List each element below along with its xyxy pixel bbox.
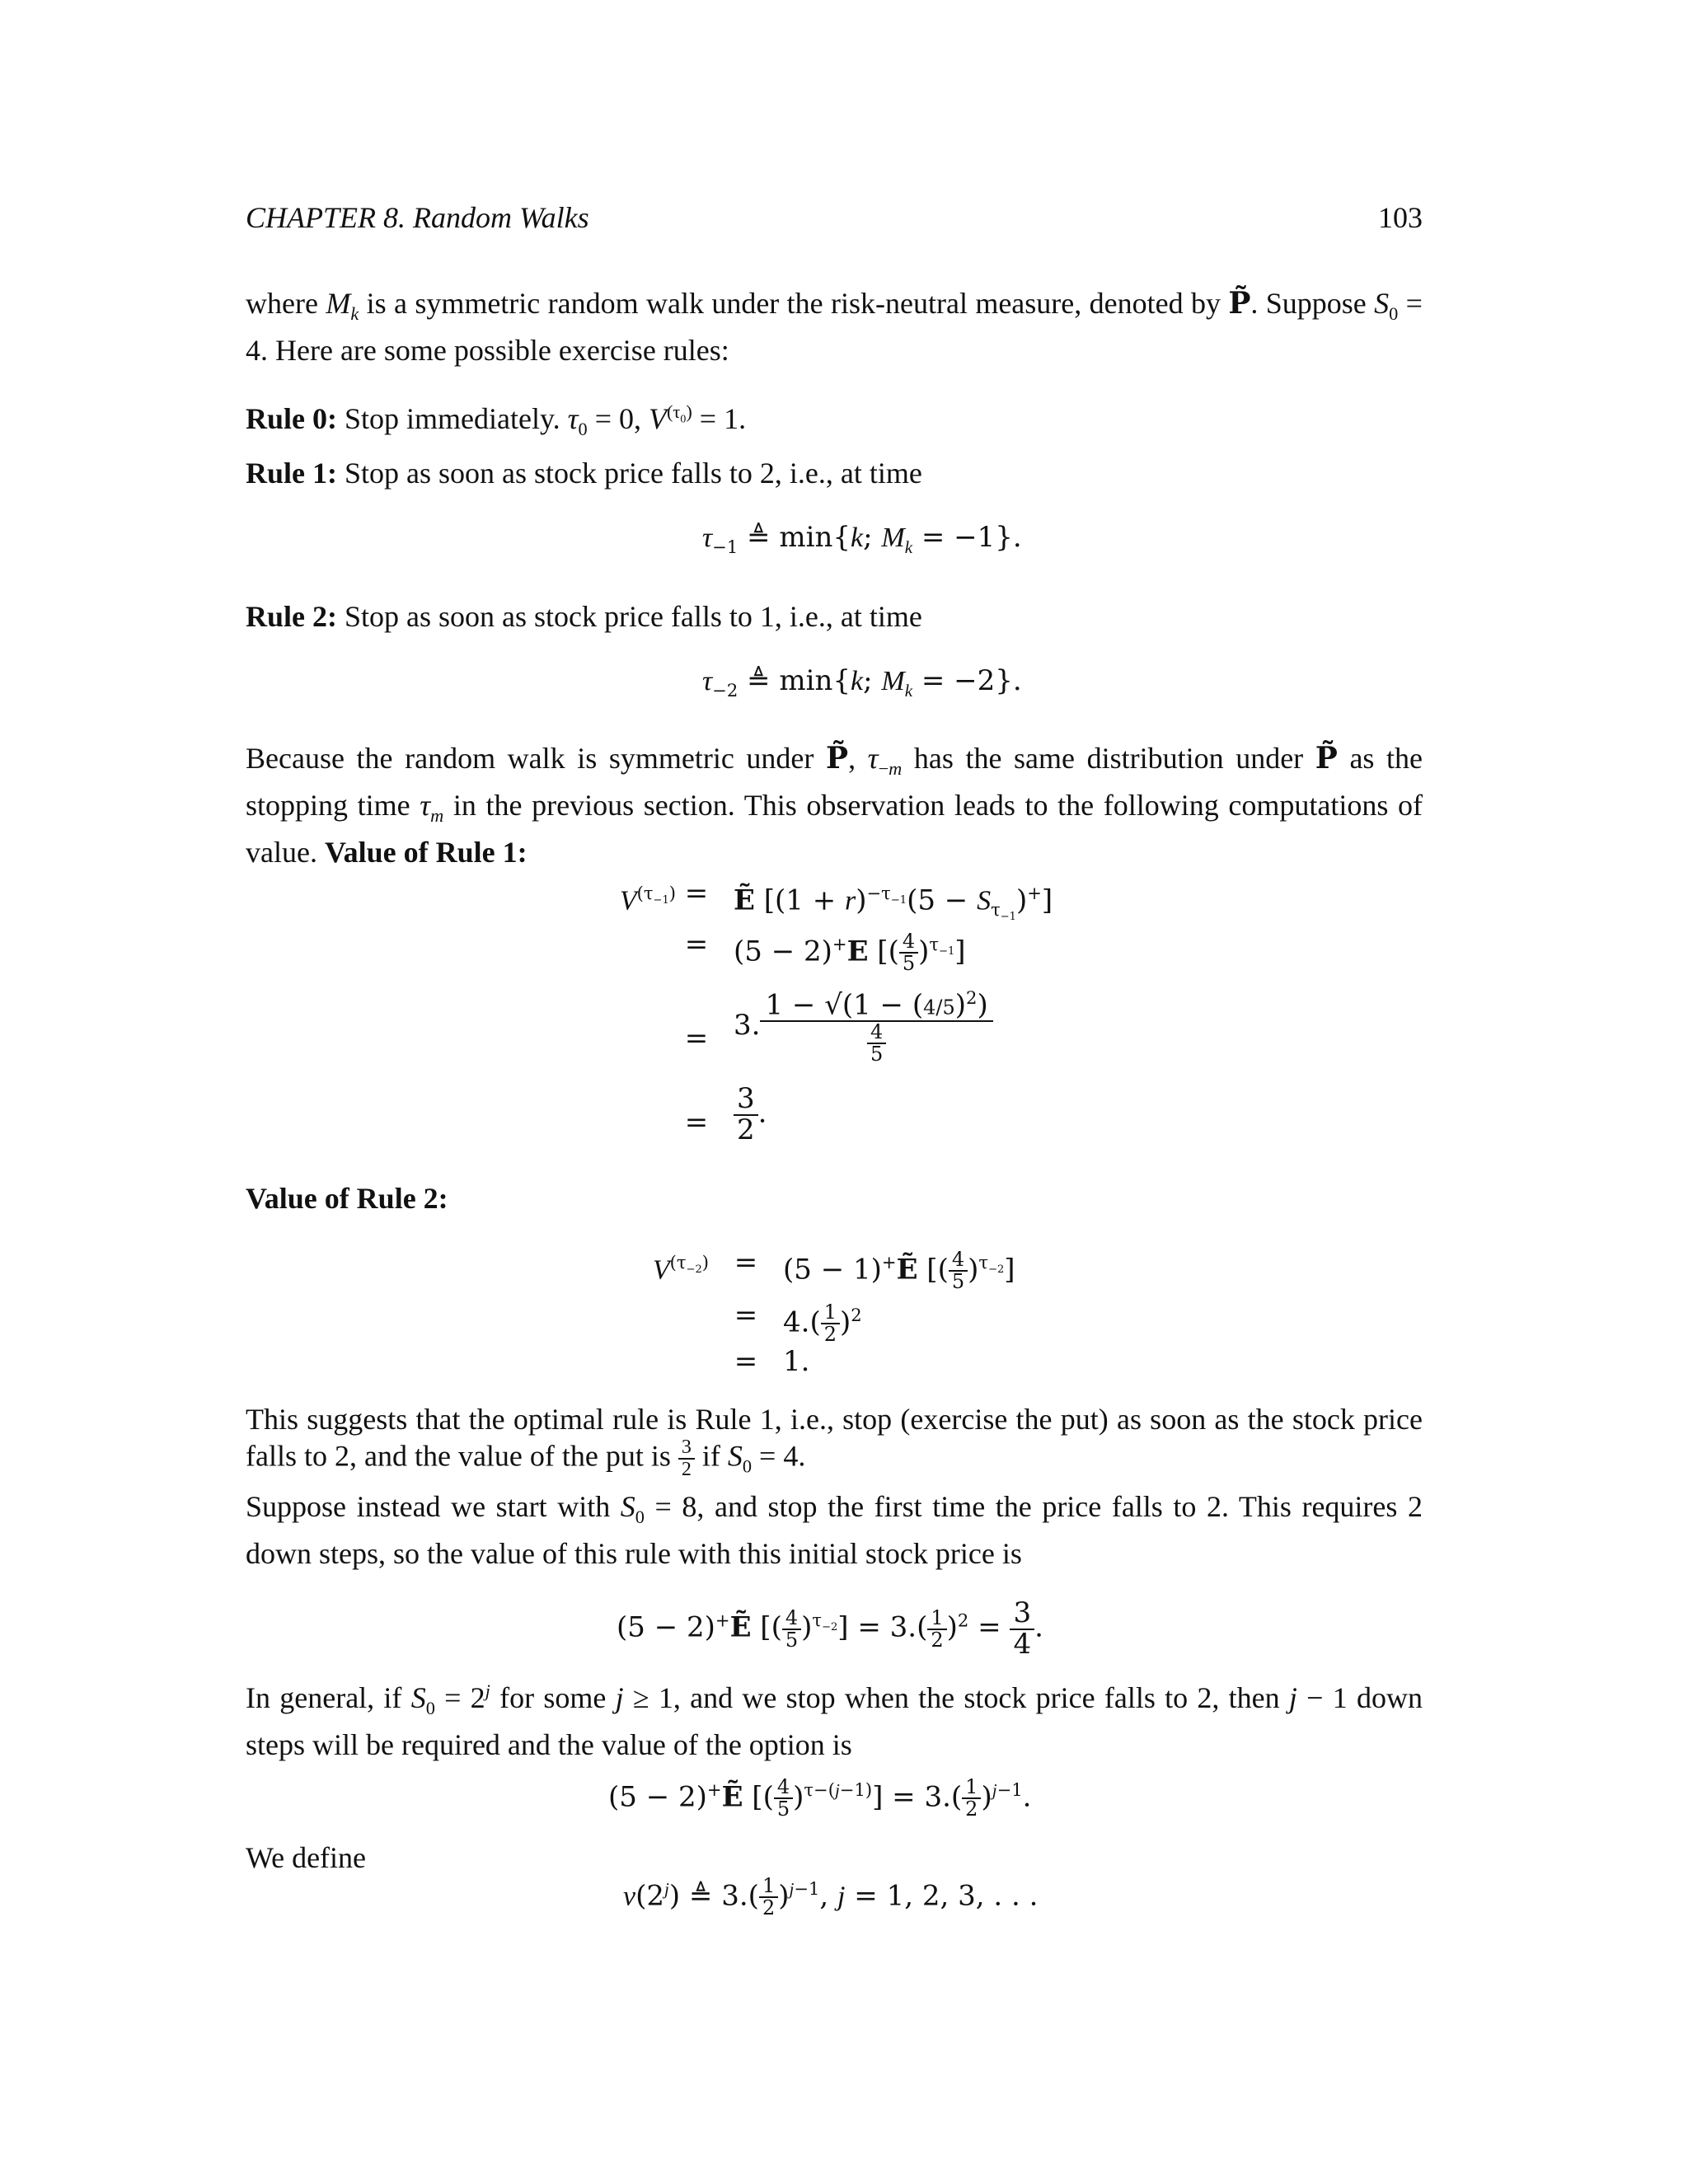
equals-sign: = [734, 1299, 758, 1332]
equation-tau-minus-1: $\tau_{-1}$ ≜ min{k; $M_k = -1$}. [702, 521, 1022, 557]
equals-sign: = [684, 928, 709, 961]
intro-paragraph: where $M_k$ is a symmetric random walk under the risk-neutral measure, denoted by P̃. Suppose $S_0 = 4$. Here are some possible exercise rules: [246, 286, 1423, 368]
rule-2-line-3: 1. [783, 1345, 810, 1378]
rule-1-line-4: $\frac{3}{2}$ . [734, 1085, 767, 1145]
rule-1-line-3: 3. $\frac{1 - √(1 - (4/5)^2)}{\frac{4}{5}}$ [734, 989, 993, 1065]
suggests-paragraph: This suggests that the optimal rule is Rule 1, i.e., stop (exercise the put) as soon as the stock price falls to 2, and the value of the put is $\frac{3}{2}$ if $S_0 = 4$. [246, 1403, 1423, 1481]
suppose-paragraph: Suppose instead we start with $S_0 = 8$, and stop the first time the price falls to 2. This requires 2 down steps, so the value of this rule with this initial stock price is [246, 1490, 1423, 1571]
rule-1-line-1: Ẽ $[(1 + r)^{-\tau_{-1}}(5 - S_{\tau_{-1}})^+]$ [734, 883, 1053, 924]
equation-s0-8: (5 − 2)+Ẽ [( $\frac{4}{5}$ )$^{\tau_{-2}}$] = 3.( $\frac{1}{2}$ )$^2$ = $\frac{3}{4}$ . [617, 1596, 1043, 1661]
rule-2-label: Rule 2: [246, 600, 337, 633]
value-rule-2-label: Value of Rule 2: [246, 1182, 448, 1215]
equation-general: (5 − 2)+Ẽ [( $\frac{4}{5}$ )$^{\tau-(j-1)}$] = 3.( $\frac{1}{2}$ )$^{j-1}$. [608, 1775, 1032, 1821]
equals-sign: = [684, 1022, 709, 1055]
equation-v-definition: v(2$^j$) ≜ 3.( $\frac{1}{2}$ )$^{j-1}$, j = 1, 2, 3, . . . [623, 1874, 1039, 1920]
equals-sign: = [734, 1345, 758, 1378]
equals-sign: = [734, 1246, 758, 1279]
page-number: 103 [1378, 201, 1423, 234]
rule-0-label: Rule 0: [246, 402, 337, 435]
rule-0: Rule 0: Stop immediately. $\tau_0 = 0$, $V^{(\tau_0)} = 1$. [246, 401, 747, 440]
v-tau-minus-1-lhs: $V^{(\tau_{-1})}$ [619, 883, 676, 916]
equals-sign: = [684, 1106, 709, 1139]
page-header [246, 199, 1423, 236]
value-rule-1-label: Value of Rule 1: [324, 836, 528, 869]
v-tau-minus-2-lhs: $V^{(\tau_{-2})}$ [652, 1252, 709, 1286]
rule-1: Rule 1: Stop as soon as stock price falls to 2, i.e., at time [246, 457, 922, 490]
symmetric-paragraph: Because the random walk is symmetric under P̃, $\tau_{-m}$ has the same distribution under P̃ as the stopping time $\tau_m$ in the previous section. This observation leads to the following computations of value. Value of Rule 1: [246, 741, 1423, 869]
rule-1-line-2: (5 − 2)+E [( $\frac{4}{5}$ )$^{\tau_{-1}}$] [734, 930, 966, 976]
equation-tau-minus-2: $\tau_{-2}$ ≜ min{k; $M_k = -2$}. [702, 664, 1022, 701]
running-head: CHAPTER 8. Random Walks [246, 201, 589, 234]
we-define-label: We define [246, 1841, 367, 1874]
rule-2: Rule 2: Stop as soon as stock price falls to 1, i.e., at time [246, 600, 922, 633]
rule-1-label: Rule 1: [246, 457, 337, 490]
equals-sign: = [684, 877, 709, 910]
general-paragraph: In general, if $S_0 = 2^j$ for some j ≥ 1, and we stop when the stock price falls to 2, then j − 1 down steps will be required and the value of the option is [246, 1680, 1423, 1762]
rule-2-line-2: 4.( $\frac{1}{2}$ )$^2$ [783, 1301, 862, 1347]
rule-2-line-1: (5 − 1)+Ẽ [( $\frac{4}{5}$ )$^{\tau_{-2}}$] [783, 1248, 1015, 1294]
